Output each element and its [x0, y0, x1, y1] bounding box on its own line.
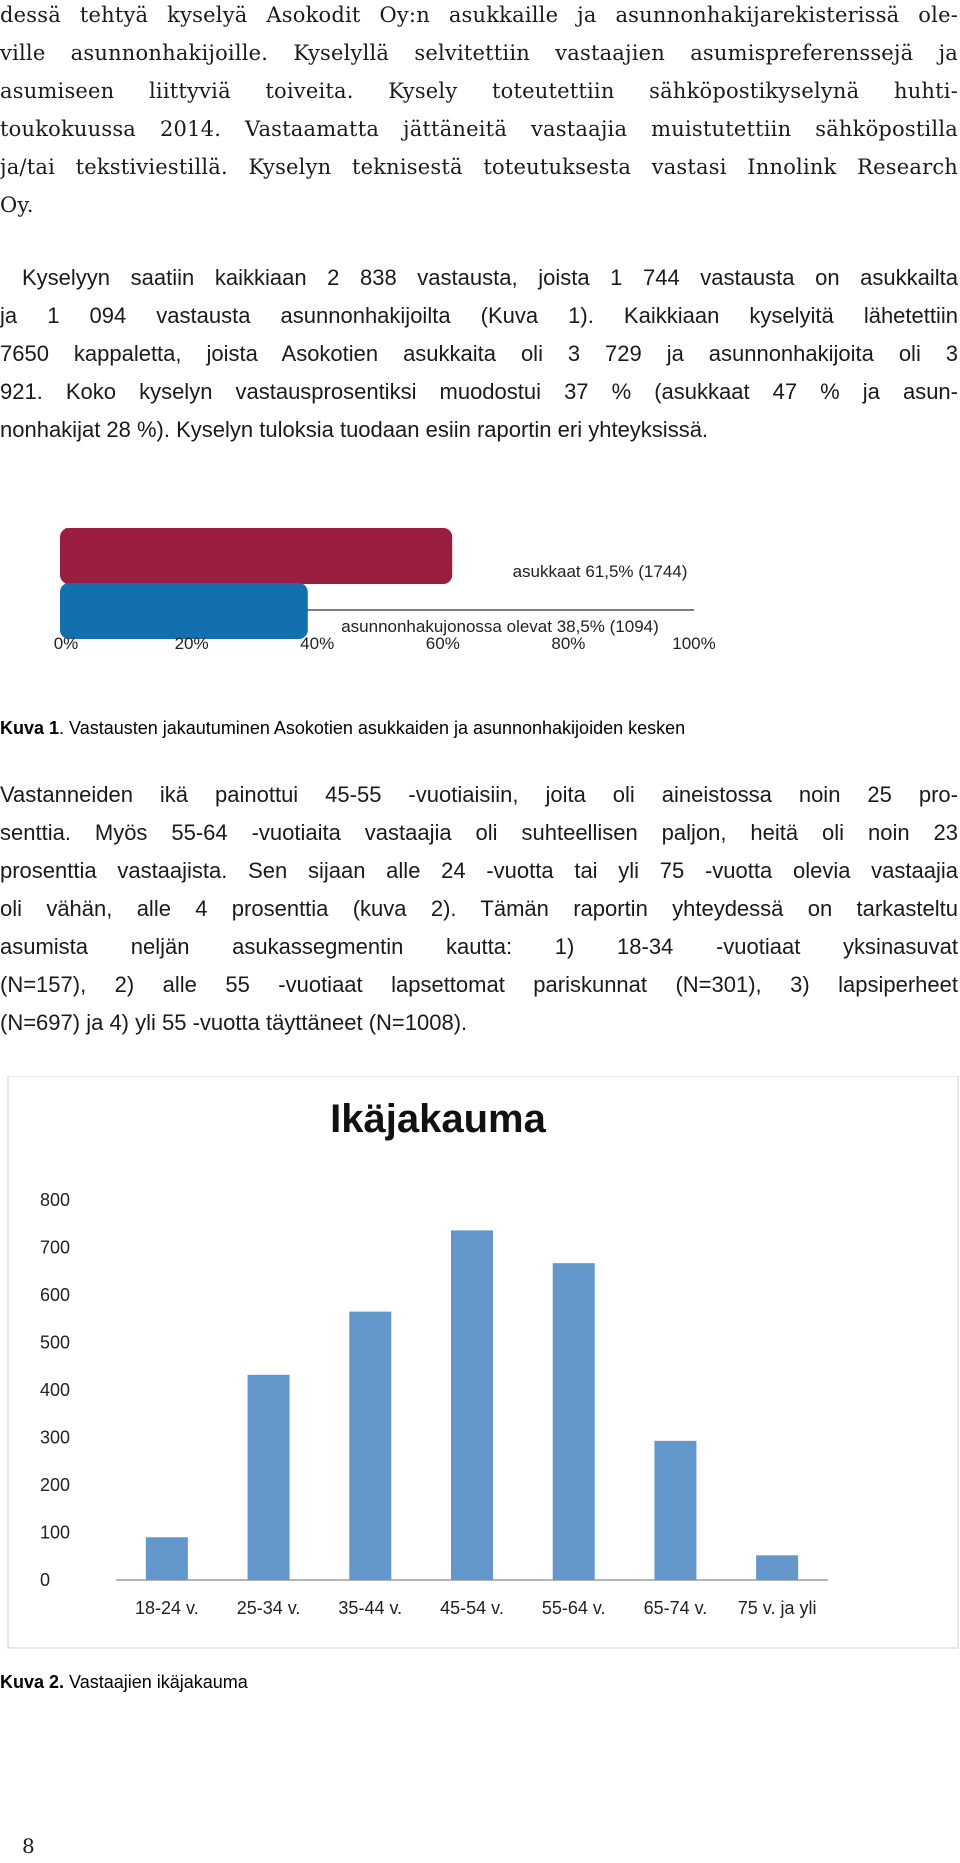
bar-label: asukkaat 61,5% (1744) [512, 562, 688, 581]
bar [553, 1263, 595, 1580]
x-tick-label: 60% [425, 634, 460, 653]
paragraph-intro [0, 0, 958, 224]
bar [248, 1375, 290, 1580]
caption-text: Vastausten jakautuminen Asokotien asukkaiden ja asunnonhakijoiden kesken [64, 718, 686, 738]
x-tick-label: 100% [672, 634, 716, 653]
x-tick-label: 80% [551, 634, 586, 653]
response-distribution-chart [0, 528, 960, 658]
figure-caption-2 [0, 1672, 248, 1693]
y-tick-label: 700 [40, 1237, 71, 1258]
y-tick-label: 200 [40, 1475, 71, 1495]
text-line: asumista neljän asukassegmentin kautta: 1) 18-34 -vuotiaat yksinasuvat [0, 934, 958, 959]
paragraph-age [0, 776, 958, 1042]
bar [756, 1555, 798, 1580]
text-line: ja/tai tekstiviestillä. Kyselyn teknisestä toteutuksesta vastasi Innolink Research [0, 155, 958, 179]
bar-hakijat [60, 583, 308, 639]
page-number: 8 [22, 1834, 35, 1858]
x-tick-label: 65-74 v. [643, 1598, 708, 1618]
bar-asukkaat [60, 528, 452, 584]
y-tick-label: 0 [40, 1570, 51, 1590]
text-line: asumiseen liittyviä toiveita. Kysely toteutettiin sähköpostikyselynä huhti- [0, 79, 958, 103]
chart-title: Ikäjakauma [330, 1097, 546, 1141]
bar [349, 1312, 391, 1580]
y-tick-label: 600 [40, 1285, 71, 1305]
text-line: 921. Koko kyselyn vastausprosentiksi muodostui 37 % (asukkaat 47 % ja asun- [0, 379, 958, 404]
y-tick-label: 100 [40, 1522, 71, 1543]
caption-label: Kuva 2. [0, 1672, 65, 1692]
x-tick-label: 45-54 v. [440, 1598, 504, 1618]
age-distribution-chart [0, 1076, 960, 1656]
text-line: dessä tehtyä kyselyä Asokodit Oy:n asukkaille ja asunnonhakijarekisterissä ole- [0, 3, 958, 27]
x-tick-label: 20% [174, 634, 209, 653]
y-tick-label: 800 [40, 1190, 71, 1210]
bar [451, 1230, 493, 1580]
text-line: Oy. [0, 193, 34, 217]
bar-label: asunnonhakujonossa olevat 38,5% (1094) [341, 617, 659, 636]
bar [146, 1537, 188, 1580]
paragraph-responses [0, 259, 958, 449]
x-tick-label: 0% [53, 634, 79, 653]
caption-label: Kuva 1 [0, 718, 60, 738]
text-line: senttia. Myös 55-64 -vuotiaita vastaajia oli suhteellisen paljon, heitä oli noin 23 [0, 820, 958, 845]
text-line: toukokuussa 2014. Vastaamatta jättäneitä vastaajia muistutettiin sähköpostilla [0, 117, 958, 141]
text-line: ville asunnonhakijoille. Kyselyllä selvitettiin vastaajien asumispreferenssejä ja [0, 41, 958, 65]
figure-caption-1 [0, 718, 685, 739]
text-line: (N=697) ja 4) yli 55 -vuotta täyttäneet (N=1008). [0, 1010, 468, 1035]
x-tick-label: 40% [300, 634, 335, 653]
x-tick-label: 18-24 v. [135, 1598, 199, 1618]
text-line: (N=157), 2) alle 55 -vuotiaat lapsettomat pariskunnat (N=301), 3) lapsiperheet [0, 972, 958, 997]
x-tick-label: 75 v. ja yli [737, 1598, 817, 1618]
text-line: Kyselyyn saatiin kaikkiaan 2 838 vastausta, joista 1 744 vastausta on asukkailta [22, 265, 958, 290]
x-tick-label: 35-44 v. [338, 1598, 403, 1618]
y-tick-label: 400 [40, 1380, 71, 1400]
text-line: prosenttia vastaajista. Sen sijaan alle 24 -vuotta tai yli 75 -vuotta olevia vastaajia [0, 858, 958, 883]
text-line: Vastanneiden ikä painottui 45-55 -vuotiaisiin, joita oli aineistossa noin 25 pro- [0, 782, 958, 807]
caption-text: Vastaajien ikäjakauma [64, 1672, 248, 1692]
y-tick-label: 500 [40, 1332, 71, 1353]
text-line: nonhakijat 28 %). Kyselyn tuloksia tuodaan esiin raportin eri yhteyksissä. [0, 417, 709, 442]
caption-punct: . [59, 718, 65, 738]
text-line: oli vähän, alle 4 prosenttia (kuva 2). Tämän raportin yhteydessä on tarkasteltu [0, 896, 958, 921]
x-tick-label: 55-64 v. [541, 1598, 606, 1618]
bar [654, 1441, 696, 1580]
text-line: ja 1 094 vastausta asunnonhakijoilta (Kuva 1). Kaikkiaan kyselyitä lähetettiin [0, 303, 958, 328]
y-tick-label: 300 [40, 1427, 71, 1448]
text-line: 7650 kappaletta, joista Asokotien asukkaita oli 3 729 ja asunnonhakijoita oli 3 [0, 341, 958, 366]
x-tick-label: 25-34 v. [236, 1598, 301, 1618]
